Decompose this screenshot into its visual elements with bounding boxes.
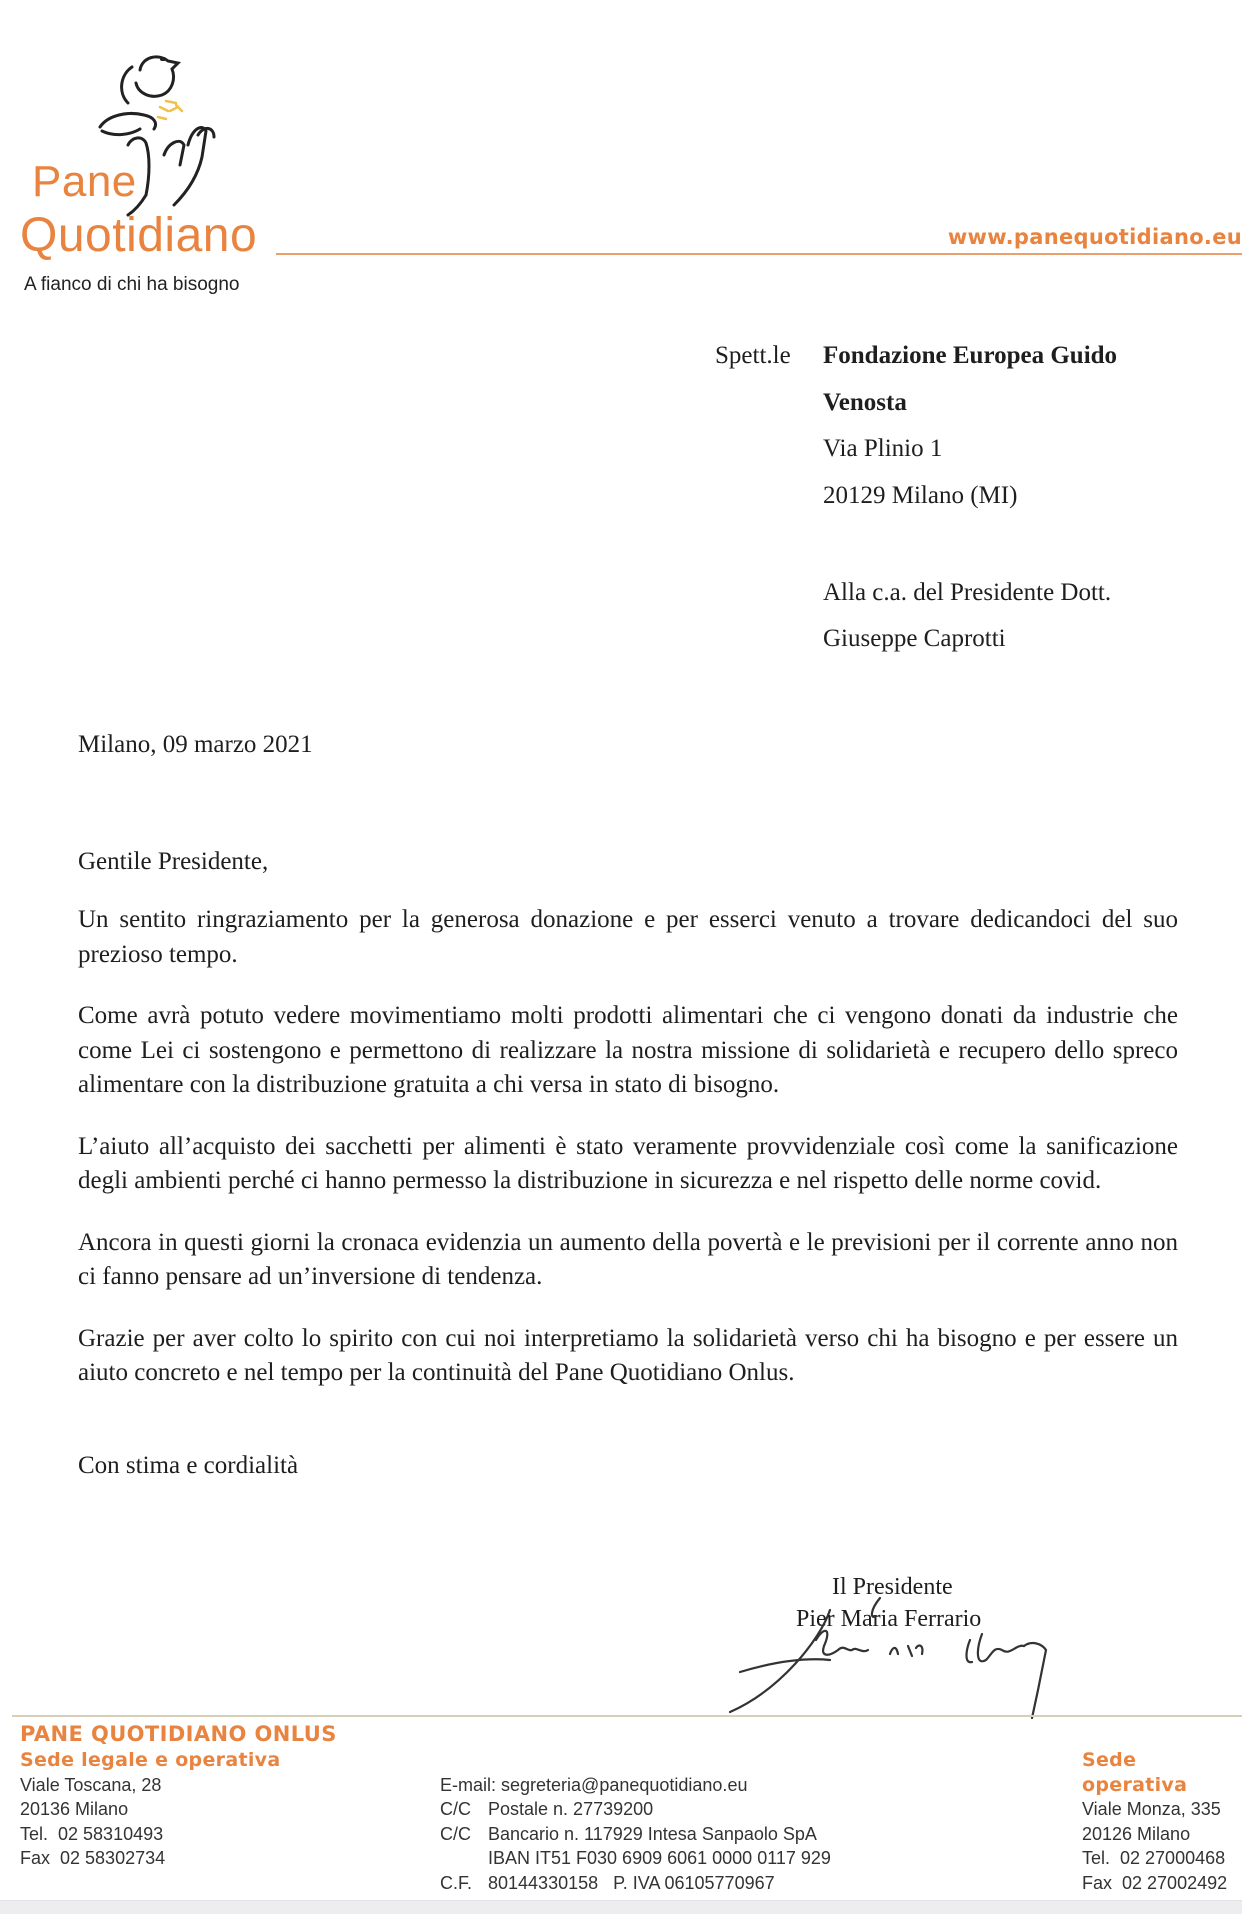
iban: IBAN IT51 F030 6909 6061 0000 0117 929 <box>488 1848 831 1868</box>
letter-body <box>78 903 1178 1418</box>
recipient-name: Fondazione Europea Guido <box>823 342 1118 369</box>
closing: Con stima e cordialità <box>78 1452 299 1479</box>
postal-account: Postale n. 27739200 <box>488 1799 654 1819</box>
bottom-band <box>0 1900 1242 1914</box>
recipient-city: 20129 Milano (MI) <box>823 482 1018 509</box>
header-divider <box>276 253 1242 255</box>
recipient-attention: Alla c.a. del Presidente Dott. <box>823 579 1112 606</box>
tax-code-value: 80144330158 P. IVA 06105770967 <box>488 1872 775 1893</box>
legal-office-fax: Fax 02 58302734 <box>20 1848 166 1868</box>
brand-name-line2: Quotidiano <box>20 209 258 262</box>
bank-account: Bancario n. 117929 Intesa Sanpaolo SpA <box>488 1823 817 1844</box>
footer-divider <box>12 1715 1242 1717</box>
paragraph: Come avrà potuto vedere movimentiamo molti prodotti alimentari che ci vengono donati da industrie che come Lei ci sostengono e permettono di realizzare la nostra missione di solidarietà e recupero dello spreco alimentare con la distribuzione gratuita a chi versa in stato di bisogno. <box>78 1002 1178 1098</box>
bank-label: C/C <box>440 1823 471 1844</box>
paragraph: L’aiuto all’acquisto dei sacchetti per alimenti è stato veramente provvidenziale così come la sanificazione degli ambienti perché ci hanno permesso la distribuzione in sicurezza e nel rispetto delle norme covid. <box>78 1132 1178 1194</box>
paragraph: Ancora in questi giorni la cronaca evidenzia un aumento della povertà e le previsioni per il corrente anno non ci fanno pensare ad un’inversione di tendenza. <box>78 1228 1178 1290</box>
salutation: Gentile Presidente, <box>78 848 269 875</box>
footer-operative-office <box>1082 1748 1242 1895</box>
tagline: A fianco di chi ha bisogno <box>24 274 240 295</box>
recipient-street: Via Plinio 1 <box>823 435 943 462</box>
website-link[interactable]: www.panequotidiano.eu <box>947 225 1242 249</box>
brand-name-line1: Pane <box>32 157 137 206</box>
operative-office-fax: Fax 02 27002492 <box>1082 1872 1228 1893</box>
legal-office-street: Viale Toscana, 28 <box>20 1774 162 1795</box>
recipient-name-cont: Venosta <box>823 389 907 416</box>
footer-org-name: PANE QUOTIDIANO ONLUS <box>20 1722 337 1746</box>
footer-legal-office <box>20 1748 280 1871</box>
operative-office-city: 20126 Milano <box>1082 1823 1191 1844</box>
operative-office-heading: Sede operativa <box>1082 1749 1188 1796</box>
recipient-prefix: Spett.le <box>715 342 791 369</box>
letter-date: Milano, 09 marzo 2021 <box>78 731 313 758</box>
operative-office-street: Viale Monza, 335 <box>1082 1799 1221 1819</box>
footer-email[interactable]: E-mail: segreteria@panequotidiano.eu <box>440 1774 748 1795</box>
tax-code-label: C.F. <box>440 1872 473 1893</box>
footer-contacts <box>440 1748 831 1895</box>
postal-label: C/C <box>440 1799 471 1819</box>
paragraph: Grazie per aver colto lo spirito con cui noi interpretiamo la solidarietà verso chi ha bisogno e per essere un aiuto concreto e nel tempo per la continuità del Pane Quotidiano Onlus. <box>78 1324 1178 1386</box>
signatory-title: Il Presidente <box>832 1574 953 1600</box>
signatory-name: Pier Maria Ferrario <box>796 1606 982 1632</box>
handwritten-signature-icon <box>720 1580 1140 1720</box>
legal-office-heading: Sede legale e operativa <box>20 1749 281 1771</box>
legal-office-tel: Tel. 02 58310493 <box>20 1823 164 1844</box>
legal-office-city: 20136 Milano <box>20 1799 129 1819</box>
paragraph: Un sentito ringraziamento per la generosa donazione e per esserci venuto a trovare dedicandoci del suo prezioso tempo. <box>78 906 1178 968</box>
operative-office-tel: Tel. 02 27000468 <box>1082 1848 1226 1868</box>
recipient-attention-name: Giuseppe Caprotti <box>823 625 1006 652</box>
